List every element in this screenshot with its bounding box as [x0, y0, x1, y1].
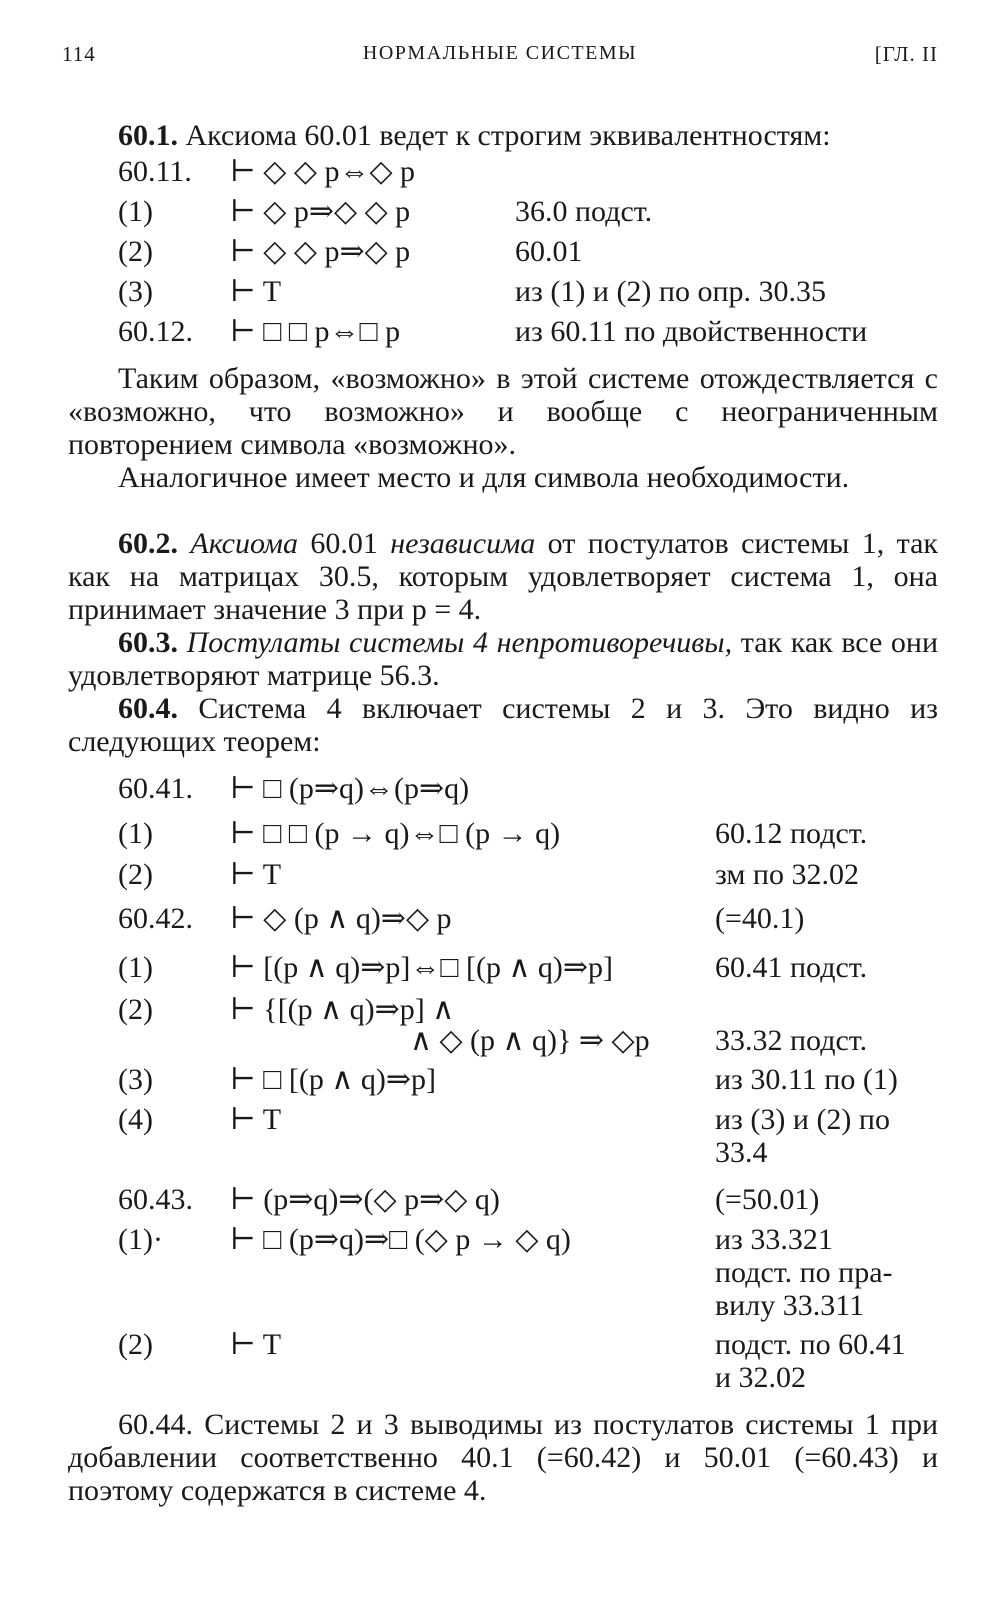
formula: ⊢ {[(p ∧ q)⇒p] ∧: [230, 993, 455, 1026]
formula: ⊢ (p⇒q)⇒(◇ p⇒◇ q): [230, 1183, 500, 1216]
step-label: (2): [118, 858, 153, 891]
formula: ⊢ [(p ∧ q)⇒p]⇔□ [(p ∧ q)⇒p]: [230, 951, 614, 984]
justification: 36.0 подст.: [515, 195, 653, 228]
formula: ⊢ T: [230, 1103, 282, 1136]
formula: ⊢ □ (p⇒q)⇒□ (◇ p → ◇ q): [230, 1223, 571, 1256]
justification: 60.01: [515, 235, 583, 268]
chapter-label: [ГЛ. II: [874, 42, 938, 66]
section-60-44: 60.44. Системы 2 и 3 выводимы из постулатов системы 1 при добавлении соответственно 40.1 (=60.42) и 50.01 (=60.43) и поэтому содержатся в системе 4.: [68, 1408, 938, 1507]
formula: ⊢ ◇ ◇ p⇔◇ p: [230, 155, 416, 188]
justification: из 30.11 по (1): [715, 1063, 898, 1096]
theorem-label: 60.42.: [118, 902, 193, 935]
step-label: (1): [118, 817, 153, 850]
formula: ⊢ □ [(p ∧ q)⇒p]: [230, 1063, 436, 1096]
formula: ⊢ ◇ p⇒◇ ◇ p: [230, 195, 411, 228]
step-label: (1)·: [118, 1223, 163, 1256]
theorem-label: 60.11.: [118, 155, 192, 188]
justification: (=50.01): [715, 1183, 820, 1216]
justification: из (3) и (2) по: [715, 1103, 890, 1136]
justification-continuation: вилу 33.311: [715, 1289, 865, 1322]
justification-continuation: подст. по пра-: [715, 1256, 893, 1289]
justification: (=40.1): [715, 902, 805, 935]
section-60-3: 60.3. Постулаты системы 4 непротиворечивы, так как все они удовлетворяют матрице 56.3.: [68, 626, 939, 692]
step-label: (3): [118, 1063, 153, 1096]
section-text: Аксиома 60.01 ведет к строгим эквивалентностям:: [185, 119, 831, 152]
justification: 60.12 подст.: [715, 817, 868, 850]
formula: ⊢ T: [230, 275, 282, 308]
section-60-4: 60.4. Система 4 включает системы 2 и 3. Это видно из следующих теорем:: [68, 692, 938, 758]
justification-continuation: 33.4: [715, 1136, 768, 1169]
theorem-label: 60.43.: [118, 1183, 193, 1216]
section-60-2: 60.2. Аксиома 60.01 независима от постулатов системы 1, так как на матрицах 30.5, которым удовлетворяет система 1, она принимает значение 3 при p = 4.: [68, 527, 939, 626]
page-number: 114: [62, 42, 96, 66]
justification: зм по 32.02: [715, 858, 859, 891]
formula: ⊢ ◇ ◇ p⇒◇ p: [230, 235, 411, 268]
formula: ⊢ □ □ (p → q)⇔□ (p → q): [230, 817, 561, 850]
paragraph: Таким образом, «возможно» в этой системе отождествляется с «возможно, что возможно» и вообще с неограниченным повторением символа «возможно».: [68, 362, 938, 461]
justification: 33.32 подст.: [715, 1024, 868, 1057]
section-number: 60.1.: [118, 119, 178, 152]
step-label: (4): [118, 1103, 153, 1136]
formula: ⊢ □ (p⇒q)⇔(p⇒q): [230, 772, 470, 805]
step-label: (3): [118, 275, 153, 308]
justification: из 33.321: [715, 1223, 833, 1256]
step-label: (2): [118, 993, 153, 1026]
formula-continuation: ∧ ◇ (p ∧ q)} ⇒ ◇p: [410, 1024, 650, 1057]
running-header: [62, 42, 938, 74]
step-label: (2): [118, 1328, 153, 1361]
step-label: (2): [118, 235, 153, 268]
formula: ⊢ T: [230, 858, 282, 891]
justification: 60.41 подст.: [715, 951, 868, 984]
step-label: (1): [118, 951, 153, 984]
step-label: (1): [118, 195, 153, 228]
formula: ⊢ □ □ p⇔□ p: [230, 315, 401, 348]
section-60-1-heading: [118, 118, 831, 154]
paragraph: Аналогичное имеет место и для символа необходимости.: [118, 461, 850, 494]
justification-continuation: и 32.02: [715, 1361, 807, 1394]
justification: из 60.11 по двойственности: [515, 315, 868, 348]
justification: из (1) и (2) по опр. 30.35: [515, 275, 827, 308]
formula: ⊢ ◇ (p ∧ q)⇒◇ p: [230, 902, 452, 935]
formula: ⊢ T: [230, 1328, 282, 1361]
justification: подст. по 60.41: [715, 1328, 906, 1361]
theorem-label: 60.41.: [118, 772, 193, 805]
theorem-label: 60.12.: [118, 315, 193, 348]
running-title: НОРМАЛЬНЫЕ СИСТЕМЫ: [362, 42, 638, 64]
